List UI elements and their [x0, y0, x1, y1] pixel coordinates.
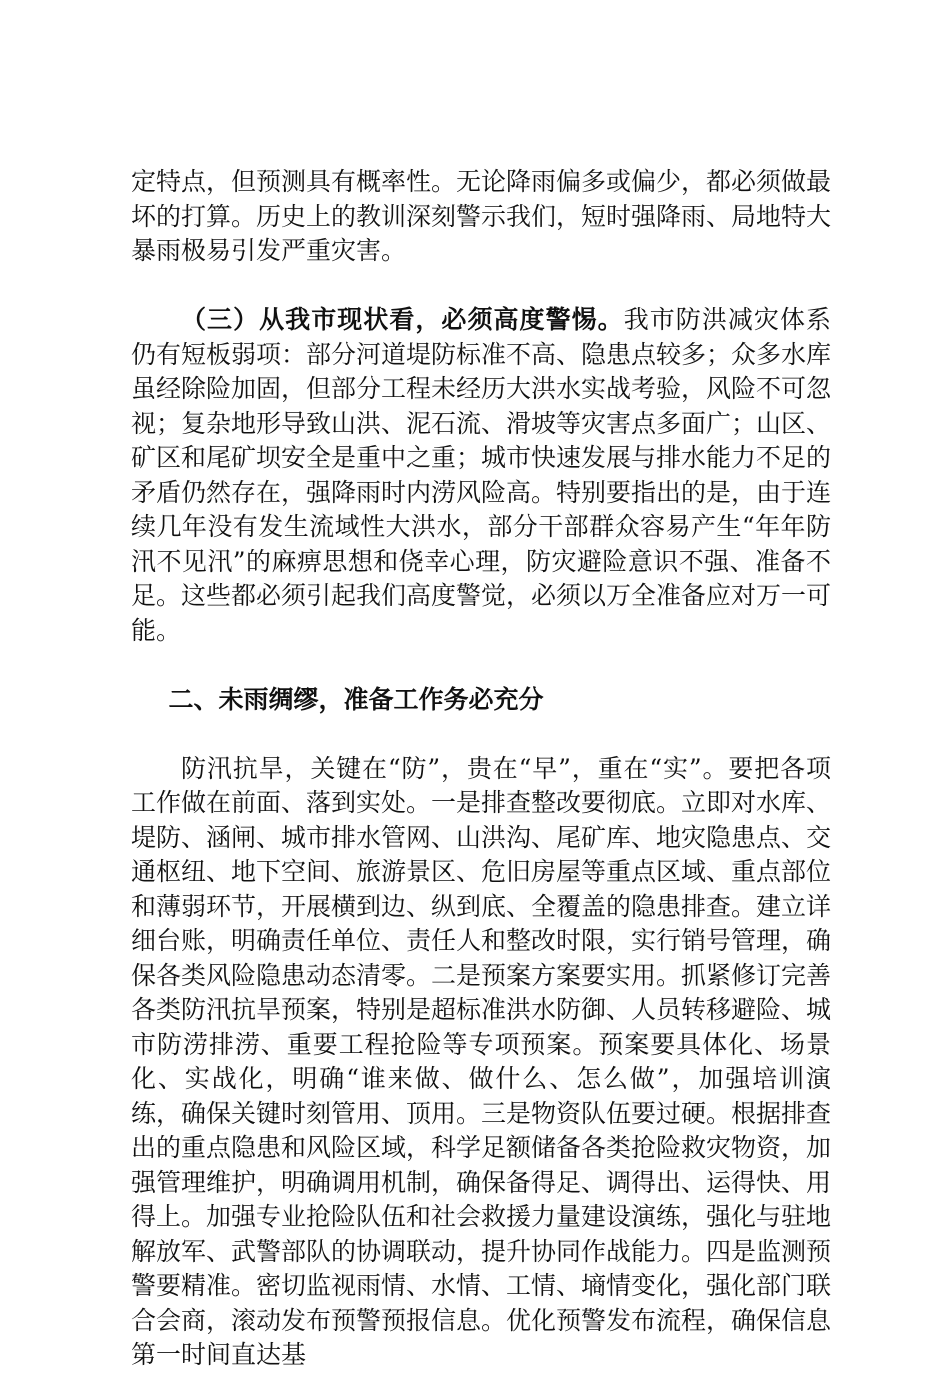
document-body [131, 165, 831, 1373]
paragraph-continued: 定特点，但预测具有概率性。无论降雨偏多或偏少，都必须做最坏的打算。历史上的教训深刻警示我们，短时强降雨、局地特大暴雨极易引发严重灾害。 [131, 167, 832, 265]
section-3-body: 我市防洪减灾体系仍有短板弱项：部分河道堤防标准不高、隐患点较多；众多水库虽经除险加固，但部分工程未经历大洪水实战考验，风险不可忽视；复杂地形导致山洪、泥石流、滑坡等灾害点多面广；山区、矿区和尾矿坝安全是重中之重；城市快速发展与排水能力不足的矛盾仍然存在，强降雨时内涝风险高。特别要指出的是，由于连续几年没有发生流域性大洪水，部分干部群众容易产生“年年防汛不见汛”的麻痹思想和侥幸心理，防灾避险意识不强、准备不足。这些都必须引起我们高度警觉，必须以万全准备应对万一可能。 [131, 305, 832, 645]
section-heading-2: 二、未雨绸缪，准备工作务必充分 [168, 684, 544, 714]
paragraph-section-2: 防汛抗旱，关键在“防”，贵在“早”，重在“实”。要把各项工作做在前面、落到实处。一是排查整改要彻底。立即对水库、堤防、涵闸、城市排水管网、山洪沟、尾矿库、地灾隐患点、交通枢纽、地下空间、旅游景区、危旧房屋等重点区域、重点部位和薄弱环节，开展横到边、纵到底、全覆盖的隐患排查。建立详细台账，明确责任单位、责任人和整改时限，实行销号管理，确保各类风险隐患动态清零。二是预案方案要实用。抓紧修订完善各类防汛抗旱预案，特别是超标准洪水防御、人员转移避险、城市防涝排涝、重要工程抢险等专项预案。预案要具体化、场景化、实战化，明确“谁来做、做什么、怎么做”，加强培训演练，确保关键时刻管用、顶用。三是物资队伍要过硬。根据排查出的重点隐患和风险区域，科学足额储备各类抢险救灾物资，加强管理维护，明确调用机制，确保备得足、调得出、运得快、用得上。加强专业抢险队伍和社会救援力量建设演练，强化与驻地解放军、武警部队的协调联动，提升协同作战能力。四是监测预警要精准。密切监视雨情、水情、工情、墒情变化，强化部门联合会商，滚动发布预警预报信息。优化预警发布流程，确保信息第一时间直达基 [131, 753, 832, 1369]
paragraph-section-3 [131, 303, 831, 648]
section-3-lead: （三）从我市现状看，必须高度警惕。 [181, 305, 624, 334]
